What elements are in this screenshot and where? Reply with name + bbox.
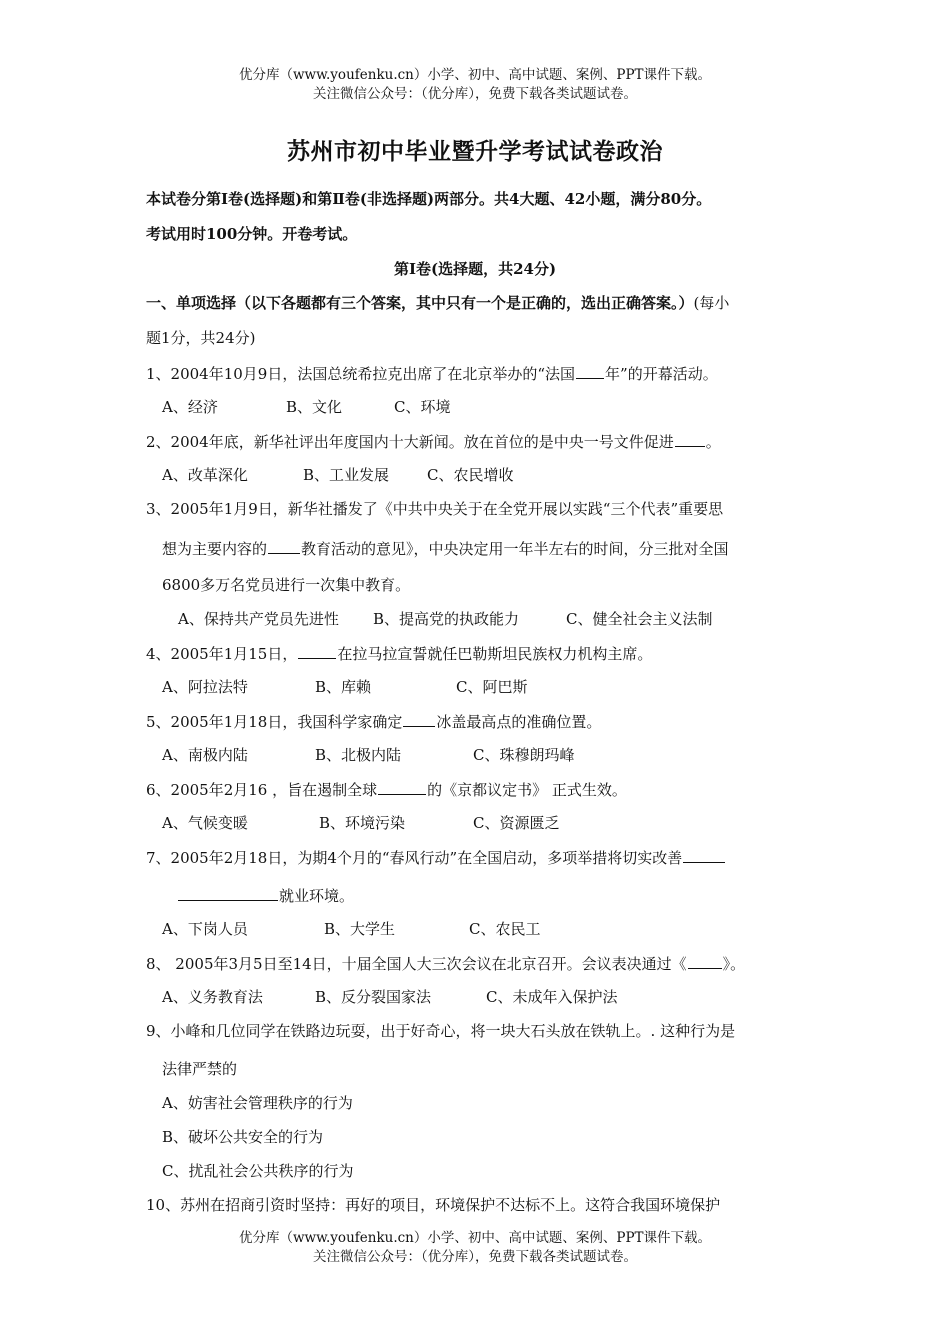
q5-stem-b: 冰盖最高点的准确位置。 [436, 713, 602, 731]
q6-stem-b: 的《京都议定书》 正式生效。 [427, 781, 627, 799]
question-2-stem [146, 431, 721, 452]
q1-stem-b: 年”的开幕活动。 [605, 365, 718, 383]
page-title: 苏州市初中毕业暨升学考试试卷政治 [287, 138, 663, 165]
question-9-line-2: 法律严禁的 [162, 1060, 238, 1078]
q8-stem-a: 8、 2005年3月5日至14日，十届全国人大三次会议在北京召开。会议表决通过《 [146, 955, 687, 973]
q8-option-a: A、义务教育法 [162, 988, 263, 1006]
intro-line-1: 本试卷分第Ⅰ卷(选择题)和第Ⅱ卷(非选择题)两部分。共4大题、42小题，满分80分。 [146, 190, 712, 208]
q9-option-c: C、扰乱社会公共秩序的行为 [162, 1162, 354, 1180]
section-instruction [146, 293, 729, 313]
question-4-options [162, 677, 527, 697]
q2-stem-a: 2、2004年底，新华社评出年度国内十大新闻。放在首位的是中央一号文件促进 [146, 433, 674, 451]
q5-option-a: A、南极内陆 [162, 746, 248, 764]
instruction-line-2: 题1分，共24分) [146, 329, 256, 347]
q4-option-c: C、阿巴斯 [456, 678, 528, 696]
question-3-line-1: 3、2005年1月9日，新华社播发了《中共中央关于在全党开展以实践“三个代表”重要思 [146, 500, 724, 518]
answer-blank [268, 538, 300, 554]
answer-blank [378, 779, 426, 795]
q4-stem-b: 在拉马拉宣誓就任巴勒斯坦民族权力机构主席。 [337, 645, 653, 663]
q8-option-b: B、反分裂国家法 [315, 988, 432, 1006]
answer-blank [298, 643, 336, 659]
question-9-line-1: 9、小峰和几位同学在铁路边玩耍，出于好奇心，将一块大石头放在铁轨上。. 这种行为是 [146, 1022, 736, 1040]
q6-option-a: A、气候变暖 [162, 814, 248, 832]
question-6-options [162, 813, 559, 833]
q6-option-b: B、环境污染 [319, 814, 406, 832]
q7-option-b: B、大学生 [324, 920, 396, 938]
answer-blank [576, 363, 604, 379]
q1-option-c: C、环境 [394, 398, 451, 416]
q5-option-b: B、北极内陆 [315, 746, 402, 764]
section-heading: 第Ⅰ卷(选择题，共24分) [393, 260, 557, 278]
q7-option-c: C、农民工 [469, 920, 541, 938]
q3-option-a: A、保持共产党员先进性 [178, 610, 339, 628]
question-5-options [162, 745, 574, 765]
q4-option-b: B、库赖 [315, 678, 372, 696]
question-10-line-1: 10、苏州在招商引资时坚持：再好的项目，环境保护不达标不上。这符合我国环境保护 [146, 1196, 721, 1214]
header-line-2: 关注微信公众号：（优分库），免费下载各类试题试卷。 [313, 86, 637, 102]
answer-blank [675, 431, 705, 447]
q1-option-a: A、经济 [162, 398, 218, 416]
question-1-stem [146, 363, 718, 384]
question-7-stem [146, 847, 726, 868]
footer-line-2: 关注微信公众号：（优分库），免费下载各类试题试卷。 [313, 1249, 637, 1265]
q8-option-c: C、未成年入保护法 [486, 988, 618, 1006]
q9-option-b: B、破坏公共安全的行为 [162, 1128, 324, 1146]
q8-stem-b: 》。 [722, 955, 746, 973]
question-6-stem [146, 779, 627, 800]
q3-option-c: C、健全社会主义法制 [566, 610, 713, 628]
header-line-1: 优分库（www.youfenku.cn）小学、初中、高中试题、案例、PPT课件下载。 [238, 67, 712, 83]
q5-option-c: C、珠穆朗玛峰 [473, 746, 575, 764]
question-8-options [162, 987, 617, 1007]
answer-blank [403, 711, 435, 727]
q5-stem-a: 5、2005年1月18日，我国科学家确定 [146, 713, 403, 731]
question-2-options [162, 465, 513, 485]
question-7-line-2 [178, 885, 354, 906]
q9-option-a: A、妨害社会管理秩序的行为 [162, 1094, 353, 1112]
question-3-options [178, 609, 712, 629]
q3-line2-a: 想为主要内容的 [162, 540, 268, 558]
q6-stem-a: 6、2005年2月16 ，旨在遏制全球 [146, 781, 378, 799]
answer-blank [688, 953, 722, 969]
question-3-line-2 [162, 538, 729, 559]
q6-option-c: C、资源匮乏 [473, 814, 560, 832]
question-3-line-3: 6800多万名党员进行一次集中教育。 [162, 576, 411, 594]
q2-option-b: B、工业发展 [303, 466, 390, 484]
q2-option-c: C、农民增收 [427, 466, 514, 484]
question-7-options [162, 919, 540, 939]
q3-line2-b: 教育活动的意见》，中央决定用一年半左右的时间，分三批对全国 [301, 540, 729, 558]
q4-option-a: A、阿拉法特 [162, 678, 248, 696]
q3-option-b: B、提高党的执政能力 [373, 610, 520, 628]
question-5-stem [146, 711, 601, 732]
q1-stem-a: 1、2004年10月9日，法国总统希拉克出席了在北京举办的“法国 [146, 365, 576, 383]
footer-line-1: 优分库（www.youfenku.cn）小学、初中、高中试题、案例、PPT课件下载。 [238, 1230, 712, 1246]
q2-stem-b: 。 [705, 433, 721, 451]
question-8-stem [146, 953, 745, 974]
instruction-tail: (每小 [693, 294, 730, 312]
q7-stem-a: 7、2005年2月18日，为期4个月的“春风行动”在全国启动，多项举措将切实改善 [146, 849, 683, 867]
q7-line2-b: 就业环境。 [279, 887, 355, 905]
q7-option-a: A、下岗人员 [162, 920, 248, 938]
q4-stem-a: 4、2005年1月15日， [146, 645, 298, 663]
question-4-stem [146, 643, 652, 664]
answer-blank [683, 847, 725, 863]
instruction-bold: 一、单项选择（以下各题都有三个答案，其中只有一个是正确的，选出正确答案。） [146, 294, 694, 312]
q2-option-a: A、改革深化 [162, 466, 248, 484]
answer-blank [178, 885, 278, 901]
q1-option-b: B、文化 [286, 398, 343, 416]
intro-line-2: 考试用时100分钟。开卷考试。 [146, 225, 358, 243]
question-1-options [162, 397, 450, 417]
